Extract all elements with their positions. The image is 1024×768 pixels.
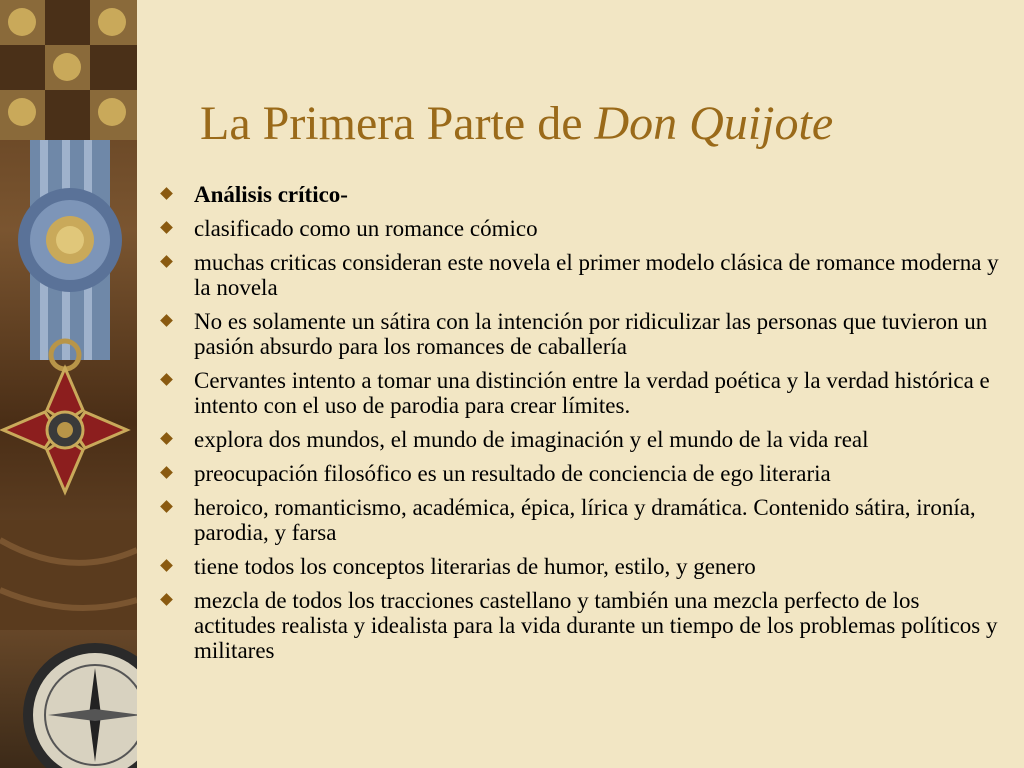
- diamond-bullet-icon: [160, 500, 173, 513]
- list-item: explora dos mundos, el mundo de imaginación y el mundo de la vida real: [160, 427, 1000, 452]
- title-italic: Don Quijote: [594, 97, 834, 150]
- diamond-bullet-icon: [160, 432, 173, 445]
- diamond-bullet-icon: [160, 593, 173, 606]
- diamond-bullet-icon: [160, 187, 173, 200]
- list-item: mezcla de todos los tracciones castellano y también una mezcla perfecto de los actitudes realista y idealista para la vida durante un tiempo de los problemas políticos y militares: [160, 588, 1000, 663]
- bullet-list: [160, 182, 1000, 672]
- list-item: heroico, romanticismo, académica, épica, lírica y dramática. Contenido sátira, ironía, parodia, y farsa: [160, 495, 1000, 545]
- list-item: tiene todos los conceptos literarias de humor, estilo, y genero: [160, 554, 1000, 579]
- diamond-bullet-icon: [160, 466, 173, 479]
- list-item: preocupación filosófico es un resultado de conciencia de ego literaria: [160, 461, 1000, 486]
- decorative-side-image: [0, 0, 137, 768]
- list-item: Análisis crítico-: [160, 182, 1000, 207]
- list-item: muchas criticas consideran este novela el primer modelo clásica de romance moderna y la novela: [160, 250, 1000, 300]
- diamond-bullet-icon: [160, 255, 173, 268]
- title-main: La Primera Parte de: [200, 97, 583, 150]
- diamond-bullet-icon: [160, 221, 173, 234]
- list-item: No es solamente un sátira con la intención por ridiculizar las personas que tuvieron un pasión absurdo para los romances de caballería: [160, 309, 1000, 359]
- list-item: Cervantes intento a tomar una distinción entre la verdad poética y la verdad histórica e intento con el uso de parodia para crear límites.: [160, 368, 1000, 418]
- medal-illustration: [0, 0, 137, 768]
- slide-title: [200, 98, 1000, 151]
- diamond-bullet-icon: [160, 373, 173, 386]
- diamond-bullet-icon: [160, 314, 173, 327]
- list-item: clasificado como un romance cómico: [160, 216, 1000, 241]
- diamond-bullet-icon: [160, 559, 173, 572]
